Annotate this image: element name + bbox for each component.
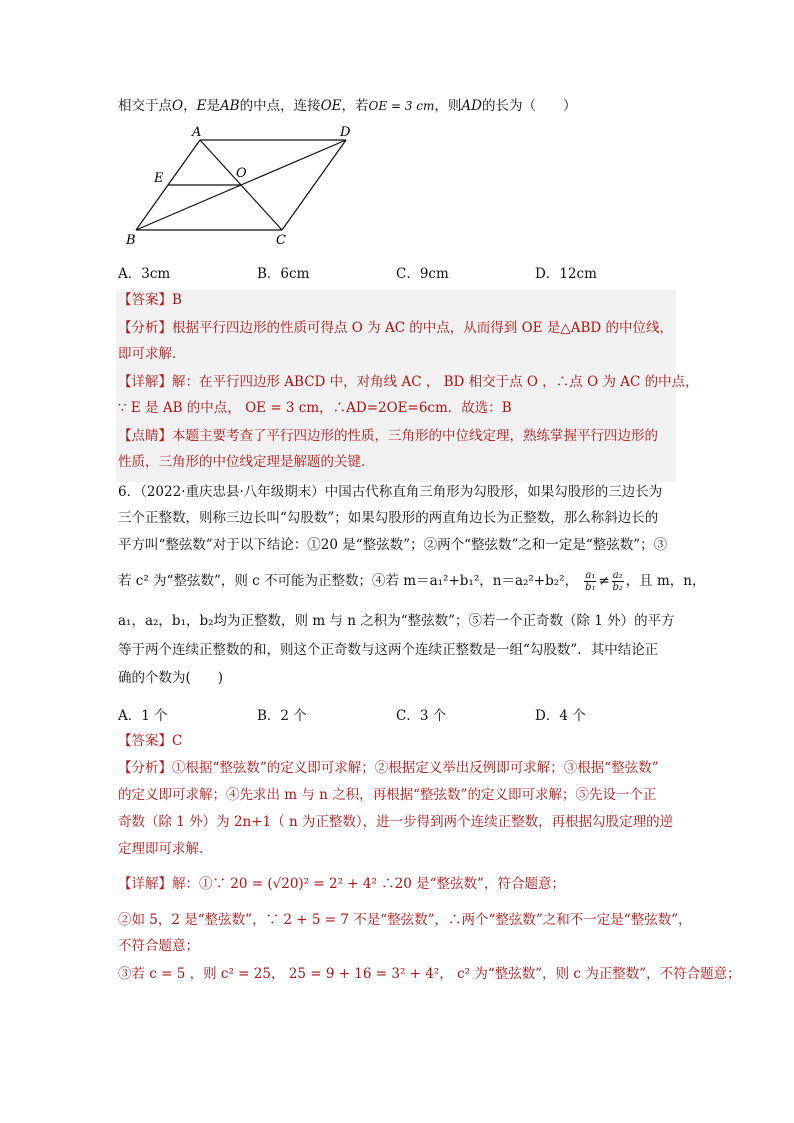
- q5-seg-ad: AD: [461, 98, 482, 114]
- q6-stem-l3: 平方叫“整弦数”对于以下结论：①20 是“整弦数”；②两个“整弦数”之和一定是“整弦数”；③: [118, 537, 668, 553]
- detail-tag: 【详解】: [118, 876, 172, 892]
- label-o: O: [236, 166, 247, 181]
- answer-value: B: [172, 292, 182, 308]
- q5-stem-text: 的长为（ ）: [481, 98, 577, 114]
- frac-denominator: b₁: [585, 582, 596, 593]
- q5-option-b: B．6cm: [257, 266, 310, 282]
- q5-detail-l2: ∵ E 是 AB 的中点， OE = 3 cm，∴AD=2OE=6cm．故选：B: [118, 400, 512, 416]
- fraction-a2-b2: [612, 570, 624, 593]
- analysis-text: ①根据“整弦数”的定义即可求解；②根据定义举出反例即可求解；③根据“整弦数”: [172, 760, 659, 776]
- detail-text: 解：①∵ 20 = (√20)² = 2² + 4² ∴20 是“整弦数”，符合题意；: [172, 876, 565, 892]
- q5-option-a: A．3cm: [118, 266, 171, 282]
- frac-numerator: a₁: [585, 570, 596, 581]
- q5-point-o: O: [172, 98, 184, 114]
- q6-stem-l4-text: 若 c² 为“整弦数”，则 c 不可能为正整数；④若 m＝a₁²+b₁²，n＝a₂²+b₂²，: [118, 573, 579, 589]
- q5-stem-text: 相交于点: [118, 98, 172, 114]
- label-b: B: [126, 233, 136, 248]
- q6-stem-l4: [118, 570, 705, 593]
- q6-detail-l4: ③若 c = 5 ，则 c² = 25， 25 = 9 + 16 = 3² + 4²， c² 为“整弦数”，则 c 为正整数”，不符合题意；: [118, 966, 741, 982]
- detail-text: 解：在平行四边形 ABCD 中，对角线 AC ， BD 相交于点 O ，∴点 O 为 AC 的中点，: [172, 374, 699, 390]
- q6-analysis: [118, 758, 659, 778]
- not-equal-sign: ≠: [598, 573, 610, 589]
- q6-analysis-l2: 的定义即可求解；④先求出 m 与 n 之积，再根据“整弦数”的定义即可求解；⑤先设一个正: [118, 787, 657, 803]
- q6-detail: [118, 874, 565, 894]
- q6-stem-l2: 三个正整数，则称三边长叫“勾股数”；如果勾股形的两直角边长为正整数，那么称斜边长的: [118, 510, 659, 526]
- q6-option-b: B．2 个: [257, 708, 307, 724]
- q5-option-d: D．12cm: [535, 266, 597, 282]
- frac-denominator: b₂: [612, 582, 623, 593]
- q5-option-c: C．9cm: [396, 266, 449, 282]
- q5-detail: [118, 372, 699, 392]
- label-e: E: [154, 171, 164, 186]
- q5-analysis-l2: 即可求解．: [118, 346, 186, 362]
- q5-stem-text: 是: [206, 98, 220, 114]
- answer-tag: 【答案】: [118, 292, 172, 308]
- comment-text: 本题主要考查了平行四边形的性质，三角形的中位线定理，熟练掌握平行四边形的: [172, 428, 658, 444]
- q5-comment-l2: 性质，三角形的中位线定理是解题的关键．: [118, 454, 375, 470]
- answer-value: C: [172, 733, 183, 749]
- comment-tag: 【点睛】: [118, 428, 172, 444]
- q5-stem-text: ，若: [341, 98, 369, 114]
- q5-comment: [118, 426, 658, 446]
- label-d: D: [340, 125, 351, 140]
- label-c: C: [276, 233, 286, 248]
- label-a: A: [192, 125, 202, 140]
- q5-condition: OE = 3 cm: [368, 99, 435, 113]
- q5-stem-text: 的中点，连接: [239, 98, 321, 114]
- q6-option-c: C．3 个: [396, 708, 447, 724]
- analysis-text: 根据平行四边形的性质可得点 O 为 AC 的中点，从而得到 OE 是△ABD 的中位线，: [172, 320, 673, 336]
- q6-analysis-l3: 奇数（除 1 外）为 2n+1（ n 为正整数），进一步得到两个连续正整数，再根据勾股定理的逆: [118, 814, 674, 830]
- q6-stem-l5: a₁，a₂，b₁，b₂均为正整数，则 m 与 n 之积为“整弦数”；⑤若一个正奇数（除 1 外）的平方: [118, 613, 675, 629]
- parallelogram-figure: [120, 122, 360, 252]
- q5-stem: [118, 96, 576, 116]
- q5-answer: [118, 290, 182, 310]
- q6-stem-l6: 等于两个连续正整数的和，则这个正奇数与这两个连续正整数是一组“勾股数”．其中结论正: [118, 642, 659, 658]
- q6-answer: [118, 731, 182, 751]
- q6-stem-l7: 确的个数为( ): [118, 670, 224, 686]
- q5-seg-ab: AB: [219, 98, 240, 114]
- q6-stem-l4-tail: ，且 m，n，: [625, 573, 706, 589]
- q5-point-e: E: [196, 98, 207, 114]
- q6-analysis-l4: 定理即可求解．: [118, 841, 213, 857]
- answer-tag: 【答案】: [118, 733, 172, 749]
- q6-detail-l3: 不符合题意；: [118, 938, 199, 954]
- q6-detail-l2: ②如 5，2 是“整弦数”，∵ 2 + 5 = 7 不是“整弦数”，∴两个“整弦数”之和不一定是“整弦数”，: [118, 912, 692, 928]
- fraction-a1-b1: [584, 570, 596, 593]
- analysis-tag: 【分析】: [118, 320, 172, 336]
- frac-numerator: a₂: [612, 570, 623, 581]
- detail-tag: 【详解】: [118, 374, 172, 390]
- q6-stem-l1: 6．（2022·重庆忠县·八年级期末）中国古代称直角三角形为勾股形，如果勾股形的三边长为: [118, 484, 663, 500]
- q5-seg-oe: OE: [320, 98, 342, 114]
- q5-sep: ，: [183, 98, 197, 114]
- q6-option-a: A．1 个: [118, 708, 168, 724]
- q5-analysis: [118, 318, 673, 338]
- analysis-tag: 【分析】: [118, 760, 172, 776]
- q6-option-d: D．4 个: [535, 708, 586, 724]
- q5-stem-text: ，则: [434, 98, 462, 114]
